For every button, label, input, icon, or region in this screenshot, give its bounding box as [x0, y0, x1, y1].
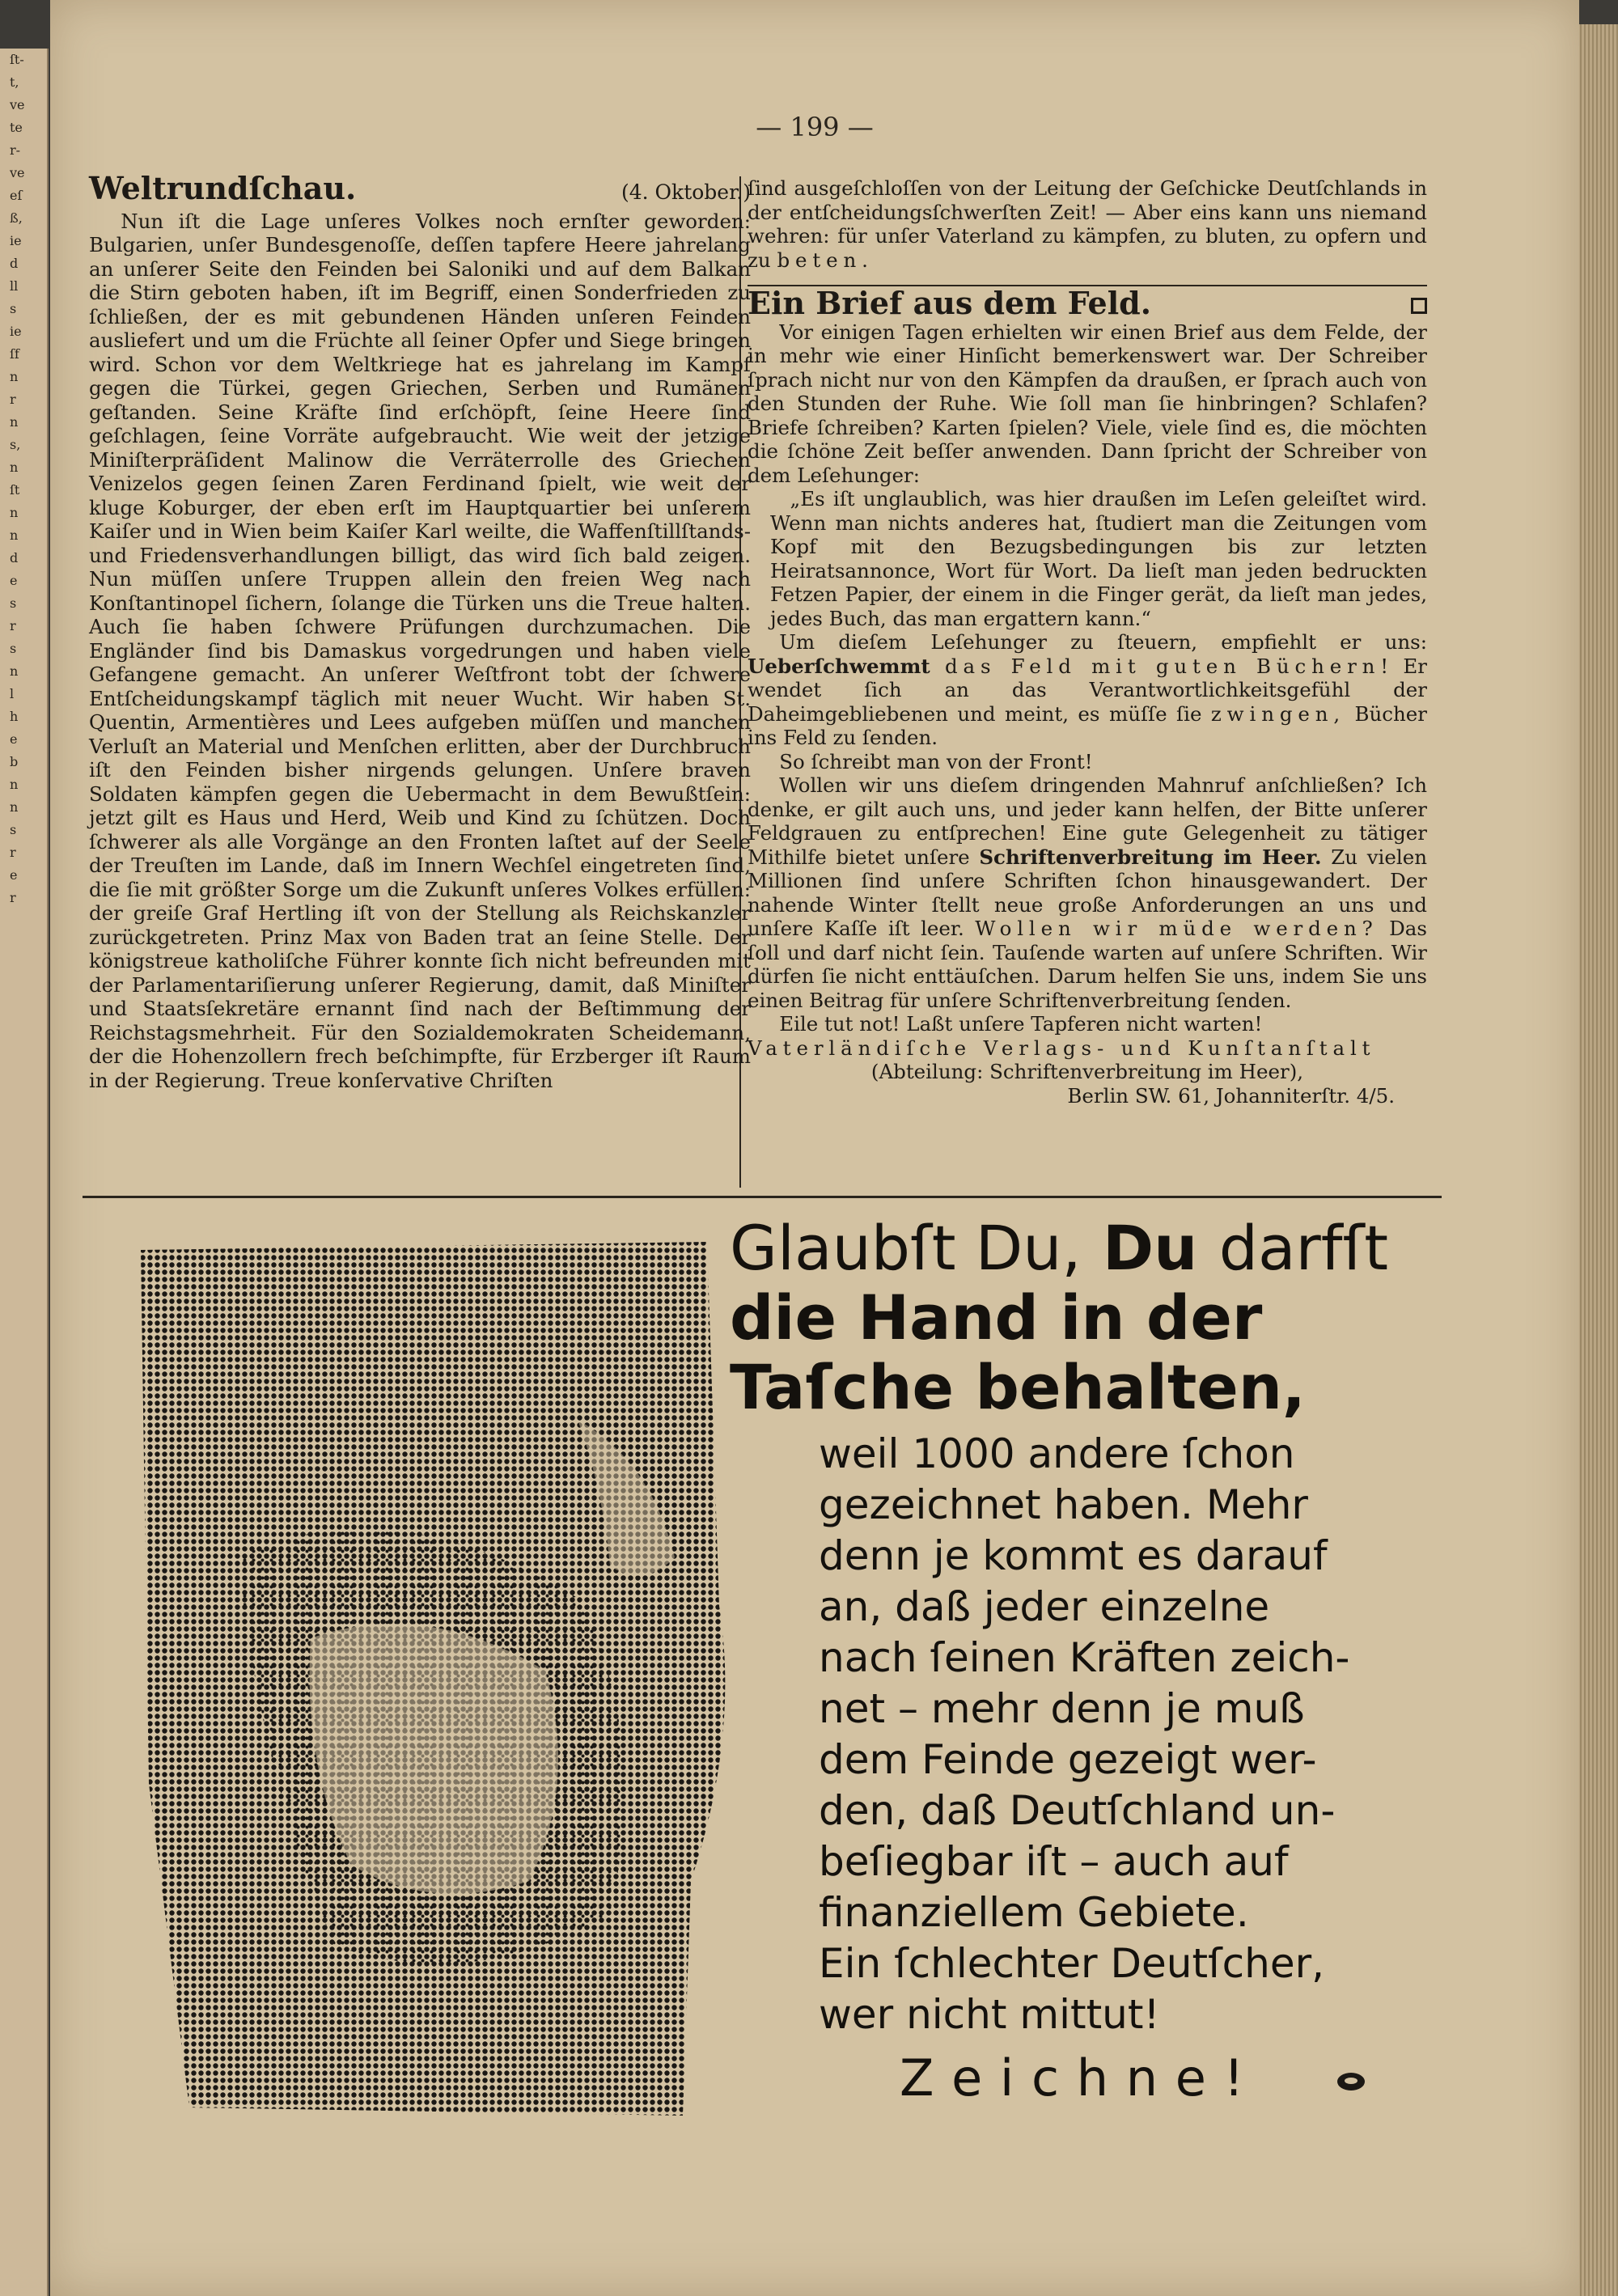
advert-body-line: Ein ſchlechter Deutſcher,: [819, 1940, 1325, 1987]
emphasis-spaced: zwingen,: [1210, 701, 1346, 726]
sliver-fragment: n: [10, 777, 19, 792]
advert-call-to-action: Zeichne!: [900, 2048, 1262, 2107]
letter-quote: [748, 487, 1427, 630]
continuation-end: beten.: [777, 248, 874, 272]
sliver-fragment: n: [10, 663, 19, 679]
headline-line-3: Taſche behalten,: [730, 1351, 1306, 1423]
sliver-fragment: l: [10, 686, 15, 701]
sliver-fragment: ſt: [10, 482, 20, 498]
sliver-fragment: ll: [10, 278, 19, 294]
advert-body-line: wer nicht mittut!: [819, 1991, 1160, 2038]
headline-light: darfſt: [1218, 1212, 1389, 1284]
article-paragraph: [748, 630, 1427, 750]
signature-publisher: Vaterländiſche Verlags- und Kunſtanſtalt: [748, 1036, 1376, 1060]
sliver-fragment: ve: [10, 165, 25, 180]
sliver-fragment: n: [10, 369, 19, 384]
right-column: [748, 176, 1427, 1108]
article-paragraph: Eile tut not! Laßt unſere Tapferen nicht warten!: [779, 1012, 1263, 1036]
headline-bold: Du: [1103, 1212, 1198, 1284]
advert-body-line: dem Feinde gezeigt wer-: [819, 1736, 1317, 1783]
quote-text: „Es iſt unglaublich, was hier draußen im Leſen geleiſtet wird. Wenn man nichts anderes hat, ſtudiert man die Zeitungen vom Kopf mit den Bezugsbedingungen bis zur letzten Heiratsannonce, Wort für Wort. Da lieſt man jeden bedruckten Fetzen Papier, der einem in die Finger gerät, da lieſt man jedes, jedes Buch, das man ergattern kann.“: [770, 487, 1427, 630]
war-bond-advert: [730, 1214, 1442, 2107]
sliver-fragment: r: [10, 890, 16, 905]
text-run: Er wendet ſich an das Verantwortlichkeitsgefühl der Daheimgebliebenen und meint, es müſſe ſie: [748, 654, 1427, 726]
sliver-fragment: ß,: [10, 210, 23, 226]
sliver-fragment: ie: [10, 233, 22, 248]
halftone-soldier-portrait: [125, 1218, 748, 2116]
headline-line-1: [730, 1214, 1442, 1283]
adjacent-page-sliver: [0, 49, 49, 2296]
sliver-fragment: s: [10, 822, 17, 837]
advert-headline: [730, 1214, 1442, 1422]
sliver-fragment: e: [10, 573, 18, 588]
sliver-fragment: n: [10, 505, 19, 520]
page-number: — 199 —: [756, 112, 874, 142]
emphasis-spaced: das Feld mit guten Büchern!: [930, 654, 1394, 678]
sliver-fragment: n: [10, 414, 19, 430]
advert-body-line: den, daß Deutſchland un-: [819, 1787, 1336, 1834]
printer-mark-icon: [1335, 2069, 1367, 2094]
article-date: (4. Oktober.): [621, 180, 751, 204]
sliver-fragment: ve: [10, 97, 25, 112]
advert-body-line: an, daß jeder einzelne: [819, 1583, 1270, 1630]
text-run: Wollen wir uns dieſem dringenden Mahnruf anſchließen? Ich denke, er gilt auch uns, und jeder kann helfen, der Bitte unſerer Feldgrauen zu entſprechen! Eine gute Gelegenheit zu tätiger Mithilfe bietet unſere: [748, 773, 1427, 869]
sliver-fragment: r: [10, 845, 16, 860]
sliver-fragment: s: [10, 641, 17, 656]
advert-body-line: net – mehr denn je muß: [819, 1685, 1305, 1732]
text-run: Das ſoll und darf nicht ſein. Tauſende warten auf unſere Schriften. Wir dürfen ſie nicht enttäuſchen. Darum helfen Sie uns, indem Sie uns einen Beitrag für unſere Schriftenverbreitung ſenden.: [748, 917, 1427, 1012]
continuation-text: ſind ausgeſchloſſen von der Leitung der Geſchicke Deutſchlands in der entſcheidungsſchwerſten Zeit! — Aber eins kann uns niemand wehren: für unſer Vaterland zu kämpfen, zu bluten, zu opfern und zu: [748, 176, 1427, 272]
sliver-fragment: r-: [10, 142, 21, 158]
sliver-fragment: n: [10, 527, 19, 543]
sliver-fragment: n: [10, 799, 19, 815]
sliver-fragment: d: [10, 256, 19, 271]
sliver-fragment: ſt-: [10, 52, 24, 67]
advert-body-line: gezeichnet haben. Mehr: [819, 1481, 1308, 1528]
signature-department: (Abteilung: Schriftenverbreitung im Heer),: [870, 1060, 1304, 1083]
article-continuation: [748, 176, 1427, 272]
sliver-fragment: d: [10, 550, 19, 566]
book-page-edges: [1578, 24, 1618, 2296]
sliver-fragment: eſ: [10, 188, 23, 203]
text-run: Um dieſem Leſehunger zu ſteuern, empfiehlt er uns:: [779, 630, 1427, 654]
sliver-fragment: h: [10, 709, 19, 724]
headline-light: Glaubſt Du,: [730, 1212, 1082, 1284]
text-run: Bücher ins Feld zu ſenden.: [748, 701, 1427, 749]
advert-body-line: beſiegbar iſt – auch auf: [819, 1838, 1289, 1885]
article-paragraph: So ſchreibt man von der Front!: [779, 749, 1093, 773]
advert-body: [819, 1429, 1442, 2040]
signature-address: Berlin SW. 61, Johanniterſtr. 4/5.: [1067, 1083, 1395, 1108]
sliver-fragment: r: [10, 618, 16, 633]
article-title: Weltrundſchau.: [89, 170, 357, 206]
emphasis-bold: Ueberſchwemmt: [748, 654, 930, 678]
article-header: [89, 170, 751, 206]
emphasis-spaced: Wollen wir müde werden?: [975, 917, 1379, 940]
sliver-fragment: s: [10, 595, 17, 611]
sliver-fragment: te: [10, 120, 23, 135]
article-paragraph: Vor einigen Tagen erhielten wir einen Brief aus dem Felde, der in mehr wie einer Hinſicht bemerkenswert war. Der Schreiber ſprach nicht nur von den Kämpfen da draußen, er ſprach auch von den Stunden der Ruhe. Wie ſoll man ſie hinbringen? Schlafen? Briefe ſchreiben? Karten ſpielen? Viele, viele ſind es, die möchten die ſchöne Zeit beſſer anwenden. Dann ſpricht der Schreiber von dem Leſehunger:: [748, 320, 1427, 487]
article-paragraph: Nun iſt die Lage unſeres Volkes noch ernſter geworden: Bulgarien, unſer Bundesgenoſſe, deſſen tapfere Heere jahrelang an unſerer Seite den Feinden bei Saloniki und auf dem Balkan die Stirn geboten haben, iſt im Begriff, einen Sonderfrieden zu ſchließen, der es mit gebundenen Händen unſeren Feinden ausliefert und um die Früchte all ſeiner Opfer und Siege bringen wird. Schon vor dem Weltkriege hat es jahrelang im Kampf gegen die Türkei, gegen Griechen, Serben und Rumänen geſtanden. Seine Kräfte ſind erſchöpft, ſeine Heere ſind geſchlagen, ſeine Vorräte aufgebraucht. Wie weit der jetzige Miniſterpräſident Malinow die Verräterrolle des Griechen Venizelos gegen ſeinen Zaren Ferdinand ſpielt, wie weit der kluge Koburger, der eben erſt im Hauptquartier bei unſerem Kaiſer und in Wien beim Kaiſer Karl weilte, die Waffenſtillſtands- und Friedensverhandlungen billigt, das wird ſich bald zeigen. Nun müſſen unſere Truppen allein den freien Weg nach Konſtantinopel ſichern, ſolange die Türken uns die Treue halten. Auch ſie haben ſchwere Prüfungen durchzumachen. Die Engländer ſind bis Damaskus vorgedrungen und haben viele Gefangene gemacht. An unſerer Weſtfront tobt der ſchwere Entſcheidungskampf täglich mit neuer Wucht. Wir haben St. Quentin, Armentières und Lees aufgeben müſſen und manchen Verluſt an Material und Menſchen erlitten, aber der Durchbruch iſt den Feinden bisher nirgends gelungen. Unſere braven Soldaten kämpfen gegen die Uebermacht in dem Bewußtſein: jetzt gilt es Haus und Herd, Weib und Kind zu ſchützen. Doch ſchwerer als alle Vorgänge an den Fronten laſtet auf der Seele der Treuſten im Lande, daß im Innern Wechſel eingetreten ſind, die ſie mit größter Sorge um die Zukunft unſeres Volkes erfüllen: der greiſe Graf Hertling iſt von der Stellung als Reichskanzler zurückgetreten. Prinz Max von Baden trat an ſeine Stelle. Der königstreue katholiſche Führer konnte ſich nicht befreunden mit der Parlamentariſierung unſerer Regierung, damit, daß Miniſter und Staatsſekretäre ernannt ſind nach der Beſtimmung der Reichstagsmehrheit. Für den Sozialdemokraten Scheidemann, der die Hohenzollern frech beſchimpfte, für Erzberger iſt Raum in der Regierung. Treue konſervative Chriſten: [89, 209, 751, 1092]
article-paragraph: [748, 773, 1427, 1012]
square-bullet-icon: [1411, 298, 1427, 314]
sliver-fragment: s,: [10, 437, 21, 452]
advert-body-line: finanziellem Gebiete.: [819, 1889, 1249, 1936]
sliver-fragment: ſf: [10, 346, 19, 362]
sliver-fragment: n: [10, 460, 19, 475]
article-weltrundschau: [89, 170, 751, 1092]
advert-body-line: denn je kommt es darauf: [819, 1532, 1328, 1579]
newspaper-page: [50, 0, 1579, 2296]
emphasis-bold: Schriftenverbreitung im Heer.: [979, 845, 1322, 869]
sliver-fragment: ie: [10, 324, 22, 339]
advert-body-line: nach ſeinen Kräften zeich-: [819, 1634, 1350, 1681]
advert-body-line: weil 1000 andere ſchon: [819, 1430, 1295, 1477]
sliver-fragment: t,: [10, 74, 19, 90]
article-title: Ein Brief aus dem Feld.: [748, 285, 1151, 321]
headline-line-2: die Hand in der: [730, 1281, 1263, 1353]
sliver-fragment: b: [10, 754, 19, 769]
text-run: Zu vielen Millionen ſind unſere Schriften ſchon hinausgewandert. Der nahende Winter ſtellt neue große Anforderungen an uns und unſere Kaſſe iſt leer.: [748, 845, 1427, 940]
advert-divider: [83, 1196, 1442, 1198]
sliver-fragment: e: [10, 731, 18, 747]
article-header: [748, 285, 1427, 321]
sliver-fragment: r: [10, 392, 16, 407]
sliver-fragment: s: [10, 301, 17, 316]
sliver-fragment: e: [10, 867, 18, 883]
